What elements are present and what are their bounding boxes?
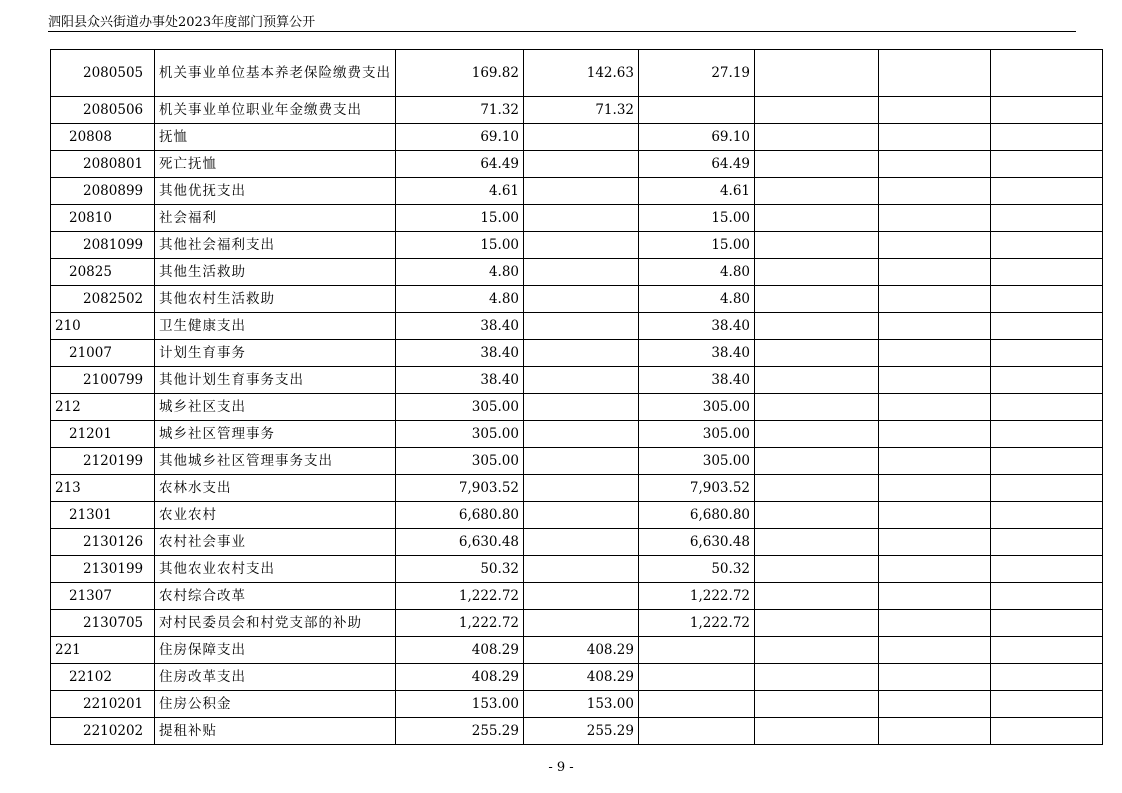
empty-cell [991, 286, 1103, 313]
account-name-cell: 其他农业农村支出 [155, 556, 396, 583]
total-amount-cell: 408.29 [396, 637, 524, 664]
account-code-cell: 21307 [51, 583, 155, 610]
project-expenditure-cell: 38.40 [639, 367, 755, 394]
account-code-cell: 22102 [51, 664, 155, 691]
empty-cell [755, 448, 879, 475]
account-name-cell: 其他生活救助 [155, 259, 396, 286]
project-expenditure-cell: 305.00 [639, 421, 755, 448]
empty-cell [879, 529, 991, 556]
account-name-cell: 其他优抚支出 [155, 178, 396, 205]
account-code-cell: 2120199 [51, 448, 155, 475]
empty-cell [879, 637, 991, 664]
project-expenditure-cell: 305.00 [639, 448, 755, 475]
empty-cell [755, 718, 879, 745]
table-row [51, 340, 1103, 367]
table-row [51, 205, 1103, 232]
empty-cell [991, 394, 1103, 421]
table-row [51, 259, 1103, 286]
empty-cell [879, 178, 991, 205]
empty-cell [879, 232, 991, 259]
account-name-cell: 机关事业单位职业年金缴费支出 [155, 97, 396, 124]
table-row [51, 502, 1103, 529]
empty-cell [991, 178, 1103, 205]
empty-cell [991, 610, 1103, 637]
empty-cell [991, 556, 1103, 583]
account-code-cell: 2080505 [51, 50, 155, 97]
basic-expenditure-cell: 408.29 [524, 664, 639, 691]
empty-cell [991, 313, 1103, 340]
empty-cell [755, 313, 879, 340]
total-amount-cell: 408.29 [396, 664, 524, 691]
basic-expenditure-cell: 142.63 [524, 50, 639, 97]
account-code-cell: 20810 [51, 205, 155, 232]
table-row [51, 718, 1103, 745]
empty-cell [991, 97, 1103, 124]
empty-cell [879, 286, 991, 313]
empty-cell [879, 610, 991, 637]
basic-expenditure-cell [524, 502, 639, 529]
total-amount-cell: 255.29 [396, 718, 524, 745]
account-name-cell: 住房改革支出 [155, 664, 396, 691]
basic-expenditure-cell [524, 151, 639, 178]
table-row [51, 529, 1103, 556]
table-row [51, 97, 1103, 124]
empty-cell [755, 367, 879, 394]
account-code-cell: 2100799 [51, 367, 155, 394]
empty-cell [755, 421, 879, 448]
project-expenditure-cell: 38.40 [639, 340, 755, 367]
empty-cell [879, 718, 991, 745]
table-row [51, 610, 1103, 637]
total-amount-cell: 4.80 [396, 286, 524, 313]
basic-expenditure-cell: 408.29 [524, 637, 639, 664]
table-row [51, 232, 1103, 259]
table-row [51, 313, 1103, 340]
project-expenditure-cell: 4.61 [639, 178, 755, 205]
empty-cell [991, 124, 1103, 151]
account-code-cell: 21201 [51, 421, 155, 448]
account-name-cell: 农林水支出 [155, 475, 396, 502]
empty-cell [755, 178, 879, 205]
empty-cell [991, 691, 1103, 718]
account-name-cell: 其他社会福利支出 [155, 232, 396, 259]
account-code-cell: 2210201 [51, 691, 155, 718]
empty-cell [991, 232, 1103, 259]
project-expenditure-cell [639, 637, 755, 664]
total-amount-cell: 7,903.52 [396, 475, 524, 502]
account-code-cell: 2082502 [51, 286, 155, 313]
project-expenditure-cell: 6,680.80 [639, 502, 755, 529]
empty-cell [879, 313, 991, 340]
empty-cell [879, 340, 991, 367]
project-expenditure-cell [639, 691, 755, 718]
empty-cell [755, 502, 879, 529]
basic-expenditure-cell [524, 124, 639, 151]
account-name-cell: 对村民委员会和村党支部的补助 [155, 610, 396, 637]
account-code-cell: 2080506 [51, 97, 155, 124]
total-amount-cell: 15.00 [396, 205, 524, 232]
empty-cell [755, 286, 879, 313]
account-code-cell: 212 [51, 394, 155, 421]
account-code-cell: 210 [51, 313, 155, 340]
total-amount-cell: 305.00 [396, 394, 524, 421]
total-amount-cell: 305.00 [396, 448, 524, 475]
project-expenditure-cell: 15.00 [639, 232, 755, 259]
project-expenditure-cell [639, 718, 755, 745]
empty-cell [755, 205, 879, 232]
empty-cell [879, 502, 991, 529]
empty-cell [755, 583, 879, 610]
total-amount-cell: 4.80 [396, 259, 524, 286]
total-amount-cell: 305.00 [396, 421, 524, 448]
account-name-cell: 提租补贴 [155, 718, 396, 745]
empty-cell [755, 340, 879, 367]
page-number: - 9 - [548, 760, 574, 775]
table-row [51, 637, 1103, 664]
project-expenditure-cell: 1,222.72 [639, 610, 755, 637]
basic-expenditure-cell [524, 340, 639, 367]
empty-cell [755, 556, 879, 583]
account-name-cell: 计划生育事务 [155, 340, 396, 367]
basic-expenditure-cell [524, 259, 639, 286]
table-row [51, 286, 1103, 313]
total-amount-cell: 38.40 [396, 313, 524, 340]
empty-cell [991, 664, 1103, 691]
table-row [51, 475, 1103, 502]
account-name-cell: 农村社会事业 [155, 529, 396, 556]
basic-expenditure-cell [524, 475, 639, 502]
basic-expenditure-cell [524, 556, 639, 583]
empty-cell [991, 367, 1103, 394]
account-code-cell: 21301 [51, 502, 155, 529]
total-amount-cell: 15.00 [396, 232, 524, 259]
basic-expenditure-cell: 255.29 [524, 718, 639, 745]
empty-cell [991, 50, 1103, 97]
empty-cell [991, 421, 1103, 448]
basic-expenditure-cell [524, 178, 639, 205]
empty-cell [991, 637, 1103, 664]
account-code-cell: 20808 [51, 124, 155, 151]
total-amount-cell: 38.40 [396, 340, 524, 367]
account-name-cell: 其他城乡社区管理事务支出 [155, 448, 396, 475]
basic-expenditure-cell [524, 421, 639, 448]
empty-cell [879, 367, 991, 394]
empty-cell [991, 475, 1103, 502]
empty-cell [755, 475, 879, 502]
empty-cell [991, 340, 1103, 367]
empty-cell [755, 259, 879, 286]
empty-cell [755, 610, 879, 637]
empty-cell [755, 637, 879, 664]
account-name-cell: 死亡抚恤 [155, 151, 396, 178]
empty-cell [991, 448, 1103, 475]
table-row [51, 367, 1103, 394]
empty-cell [755, 151, 879, 178]
empty-cell [879, 448, 991, 475]
total-amount-cell: 169.82 [396, 50, 524, 97]
total-amount-cell: 64.49 [396, 151, 524, 178]
basic-expenditure-cell [524, 313, 639, 340]
total-amount-cell: 1,222.72 [396, 610, 524, 637]
total-amount-cell: 50.32 [396, 556, 524, 583]
project-expenditure-cell [639, 664, 755, 691]
empty-cell [991, 529, 1103, 556]
account-code-cell: 2080801 [51, 151, 155, 178]
empty-cell [991, 718, 1103, 745]
total-amount-cell: 71.32 [396, 97, 524, 124]
project-expenditure-cell: 7,903.52 [639, 475, 755, 502]
empty-cell [879, 556, 991, 583]
project-expenditure-cell: 50.32 [639, 556, 755, 583]
total-amount-cell: 69.10 [396, 124, 524, 151]
project-expenditure-cell: 4.80 [639, 286, 755, 313]
table-body [51, 50, 1103, 745]
empty-cell [879, 259, 991, 286]
total-amount-cell: 4.61 [396, 178, 524, 205]
table-row [51, 50, 1103, 97]
account-code-cell: 2130705 [51, 610, 155, 637]
total-amount-cell: 6,680.80 [396, 502, 524, 529]
empty-cell [879, 124, 991, 151]
account-code-cell: 2210202 [51, 718, 155, 745]
basic-expenditure-cell: 71.32 [524, 97, 639, 124]
account-name-cell: 农业农村 [155, 502, 396, 529]
empty-cell [879, 97, 991, 124]
table-row [51, 691, 1103, 718]
table-row [51, 448, 1103, 475]
table-row [51, 394, 1103, 421]
table-row [51, 178, 1103, 205]
empty-cell [879, 394, 991, 421]
total-amount-cell: 6,630.48 [396, 529, 524, 556]
project-expenditure-cell: 305.00 [639, 394, 755, 421]
project-expenditure-cell: 6,630.48 [639, 529, 755, 556]
empty-cell [991, 151, 1103, 178]
project-expenditure-cell: 4.80 [639, 259, 755, 286]
budget-expenditure-table [50, 49, 1103, 745]
basic-expenditure-cell [524, 232, 639, 259]
basic-expenditure-cell [524, 367, 639, 394]
empty-cell [879, 421, 991, 448]
account-name-cell: 社会福利 [155, 205, 396, 232]
basic-expenditure-cell [524, 205, 639, 232]
total-amount-cell: 1,222.72 [396, 583, 524, 610]
basic-expenditure-cell [524, 286, 639, 313]
basic-expenditure-cell [524, 610, 639, 637]
empty-cell [879, 664, 991, 691]
account-name-cell: 农村综合改革 [155, 583, 396, 610]
empty-cell [879, 691, 991, 718]
account-name-cell: 其他计划生育事务支出 [155, 367, 396, 394]
empty-cell [755, 50, 879, 97]
table-row [51, 151, 1103, 178]
empty-cell [879, 50, 991, 97]
account-name-cell: 住房保障支出 [155, 637, 396, 664]
empty-cell [755, 691, 879, 718]
empty-cell [991, 583, 1103, 610]
table-row [51, 556, 1103, 583]
project-expenditure-cell: 69.10 [639, 124, 755, 151]
table-row [51, 664, 1103, 691]
total-amount-cell: 153.00 [396, 691, 524, 718]
empty-cell [991, 259, 1103, 286]
project-expenditure-cell: 64.49 [639, 151, 755, 178]
basic-expenditure-cell [524, 583, 639, 610]
account-code-cell: 2130199 [51, 556, 155, 583]
account-name-cell: 机关事业单位基本养老保险缴费支出 [155, 50, 396, 97]
empty-cell [879, 205, 991, 232]
document-header-title: 泗阳县众兴街道办事处2023年度部门预算公开 [48, 15, 316, 30]
table-row [51, 583, 1103, 610]
account-code-cell: 2130126 [51, 529, 155, 556]
basic-expenditure-cell [524, 529, 639, 556]
account-code-cell: 20825 [51, 259, 155, 286]
project-expenditure-cell: 1,222.72 [639, 583, 755, 610]
account-code-cell: 2081099 [51, 232, 155, 259]
project-expenditure-cell: 15.00 [639, 205, 755, 232]
account-name-cell: 城乡社区支出 [155, 394, 396, 421]
empty-cell [879, 151, 991, 178]
empty-cell [755, 664, 879, 691]
account-name-cell: 卫生健康支出 [155, 313, 396, 340]
account-code-cell: 213 [51, 475, 155, 502]
project-expenditure-cell: 38.40 [639, 313, 755, 340]
table-row [51, 421, 1103, 448]
empty-cell [879, 583, 991, 610]
total-amount-cell: 38.40 [396, 367, 524, 394]
empty-cell [755, 232, 879, 259]
project-expenditure-cell [639, 97, 755, 124]
account-name-cell: 其他农村生活救助 [155, 286, 396, 313]
empty-cell [755, 529, 879, 556]
empty-cell [991, 205, 1103, 232]
account-name-cell: 住房公积金 [155, 691, 396, 718]
empty-cell [991, 502, 1103, 529]
empty-cell [755, 124, 879, 151]
header-divider [48, 31, 1076, 32]
empty-cell [755, 394, 879, 421]
account-name-cell: 抚恤 [155, 124, 396, 151]
empty-cell [879, 475, 991, 502]
basic-expenditure-cell: 153.00 [524, 691, 639, 718]
account-code-cell: 221 [51, 637, 155, 664]
account-name-cell: 城乡社区管理事务 [155, 421, 396, 448]
account-code-cell: 2080899 [51, 178, 155, 205]
table-row [51, 124, 1103, 151]
basic-expenditure-cell [524, 394, 639, 421]
account-code-cell: 21007 [51, 340, 155, 367]
basic-expenditure-cell [524, 448, 639, 475]
empty-cell [755, 97, 879, 124]
project-expenditure-cell: 27.19 [639, 50, 755, 97]
